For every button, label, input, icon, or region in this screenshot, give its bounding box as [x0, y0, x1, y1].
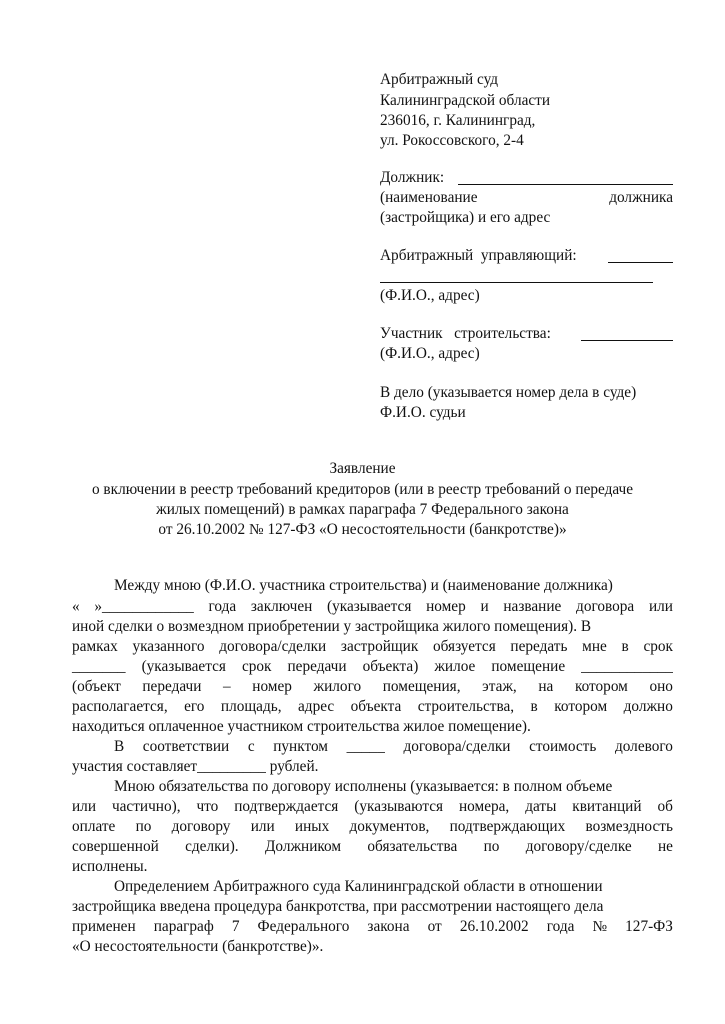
- word: по: [135, 818, 152, 835]
- judge-line: Ф.И.О. судьи: [380, 404, 466, 421]
- paragraph-line: застройщика введена процедура банкротства, при рассмотрении настоящего дела: [72, 898, 604, 915]
- manager-label: Арбитражный управляющий:: [380, 247, 577, 264]
- court-street-line: ул. Рокоссовского, 2-4: [380, 132, 524, 149]
- word: номера,: [458, 798, 510, 815]
- word: передачи: [287, 658, 347, 675]
- word: договора/сделки: [219, 638, 327, 655]
- debtor-note-line2: (застройщика) и его адрес: [380, 209, 551, 226]
- paragraph-line: Определением Арбитражного суда Калининградской области в отношении: [114, 878, 603, 895]
- word: года: [208, 598, 237, 615]
- paragraph-line: [114, 739, 673, 754]
- word: адрес: [298, 698, 335, 715]
- court-name-line: Арбитражный суд: [380, 71, 499, 88]
- word: срок: [241, 658, 272, 675]
- word: обязуется: [432, 638, 496, 655]
- word: котором: [554, 698, 608, 715]
- word: параграф: [153, 918, 214, 935]
- word: должно: [623, 698, 673, 715]
- word: закона: [367, 918, 410, 935]
- word: (указываются: [354, 798, 444, 815]
- word: жилое: [434, 658, 476, 675]
- debtor-note-part: должника: [609, 189, 673, 206]
- word: –: [223, 678, 231, 695]
- word: и: [480, 598, 489, 615]
- paragraph-line: «О несостоятельности (банкротстве)».: [72, 938, 324, 955]
- paragraph-line: Между мною (Ф.И.О. участника строительства) и (наименование должника): [114, 577, 613, 594]
- word: подтверждающих: [449, 818, 566, 835]
- word: номер: [426, 598, 466, 615]
- word: _______: [72, 658, 126, 675]
- word: ____________: [581, 658, 673, 675]
- word: иных: [294, 818, 330, 835]
- court-region-line: Калининградской области: [380, 92, 551, 109]
- word: В: [114, 738, 125, 755]
- word: оно: [649, 678, 673, 695]
- word: объекта: [350, 698, 402, 715]
- word: площадь,: [220, 698, 282, 715]
- word: в: [621, 638, 629, 655]
- word: даты: [525, 798, 557, 815]
- debtor-note-line: [380, 190, 673, 205]
- paragraph-line: находиться оплаченное участником строительства жилое помещение).: [72, 718, 531, 735]
- paragraph-line: Мною обязательства по договору исполнены (указывается: в полном объеме: [114, 778, 613, 795]
- word: _____: [346, 738, 385, 755]
- word: на: [538, 678, 554, 695]
- word: помещения,: [382, 678, 461, 695]
- word: договору/сделке: [525, 838, 632, 855]
- paragraph-line: [72, 919, 673, 934]
- word: по: [483, 838, 500, 855]
- word: рамках: [72, 638, 118, 655]
- word: »____________: [94, 598, 194, 615]
- title-line: жилых помещений) в рамках параграфа 7 Федерального закона: [156, 501, 569, 518]
- debtor-note-part: (наименование: [380, 189, 478, 206]
- paragraph-line: исполнены.: [72, 858, 148, 875]
- paragraph-line: [72, 679, 673, 694]
- paragraph-line: [72, 599, 673, 614]
- word: (указывается: [327, 598, 412, 615]
- word: жилого: [313, 678, 362, 695]
- document-heading: Заявление: [329, 460, 396, 477]
- paragraph-line: [72, 839, 673, 854]
- title-line: от 26.10.2002 № 127-ФЗ «О несостоятельности (банкротстве)»: [158, 521, 567, 538]
- word: возмездность: [585, 818, 673, 835]
- word: №: [592, 918, 608, 935]
- word: объекта): [362, 658, 419, 675]
- paragraph-line: [72, 699, 673, 714]
- word: 7: [231, 918, 240, 935]
- word: сделки).: [185, 838, 239, 855]
- word: года: [546, 918, 575, 935]
- debtor-blank-line: [458, 184, 673, 185]
- word: котором: [574, 678, 628, 695]
- paragraph-line: [72, 819, 673, 834]
- word: частично),: [111, 798, 181, 815]
- paragraph-line: [72, 639, 673, 654]
- word: или: [72, 798, 97, 815]
- word: строительства,: [417, 698, 515, 715]
- word: передать: [510, 638, 568, 655]
- paragraph-line: иной сделки о возмездном приобретении у застройщика жилого помещения). В: [72, 618, 592, 635]
- word: в: [530, 698, 538, 715]
- word: располагается,: [72, 698, 168, 715]
- paragraph-line: участия составляет_________ рублей.: [72, 758, 319, 775]
- word: что: [196, 798, 219, 815]
- word: мне: [582, 638, 607, 655]
- word: застройщик: [340, 638, 419, 655]
- word: квитанций: [572, 798, 642, 815]
- word: срок: [643, 638, 673, 655]
- case-number-line: В дело (указывается номер дела в суде): [380, 384, 637, 401]
- word: обязательства: [367, 838, 458, 855]
- manager-note: (Ф.И.О., адрес): [380, 287, 480, 304]
- word: этаж,: [482, 678, 517, 695]
- word: 26.10.2002: [459, 918, 529, 935]
- word: (указывается: [141, 658, 226, 675]
- court-postal-line: 236016, г. Калининград,: [380, 112, 536, 129]
- word: договора: [576, 598, 635, 615]
- word: указанного: [132, 638, 205, 655]
- participant-blank-line: [581, 340, 673, 341]
- word: пунктом: [273, 738, 328, 755]
- participant-note: (Ф.И.О., адрес): [380, 345, 480, 362]
- word: стоимость: [529, 738, 597, 755]
- word: подтверждается: [234, 798, 339, 815]
- word: «: [72, 598, 80, 615]
- word: Должником: [264, 838, 342, 855]
- word: или: [250, 818, 275, 835]
- participant-label: Участник строительства:: [380, 325, 551, 342]
- paragraph-line: [72, 659, 673, 674]
- title-line: о включении в реестр требований кредиторов (или в реестр требований о передаче: [91, 481, 634, 498]
- word: соответствии: [142, 738, 230, 755]
- word: название: [503, 598, 562, 615]
- paragraph-line: [72, 799, 673, 814]
- manager-blank-line: [608, 262, 673, 263]
- word: совершенной: [72, 838, 159, 855]
- word: от: [427, 918, 442, 935]
- word: об: [657, 798, 673, 815]
- word: договора/сделки: [403, 738, 511, 755]
- word: заключен: [250, 598, 313, 615]
- debtor-label: Должник:: [380, 169, 445, 186]
- word: (объект: [72, 678, 121, 695]
- word: долевого: [614, 738, 673, 755]
- manager-blank-line-2: [380, 282, 653, 283]
- word: передачи: [142, 678, 202, 695]
- word: Федерального: [257, 918, 350, 935]
- word: договору: [171, 818, 231, 835]
- word: помещение: [491, 658, 566, 675]
- word: 127-ФЗ: [625, 918, 673, 935]
- word: с: [247, 738, 255, 755]
- word: его: [184, 698, 205, 715]
- word: или: [648, 598, 673, 615]
- word: номер: [252, 678, 292, 695]
- word: не: [657, 838, 673, 855]
- word: оплате: [72, 818, 116, 835]
- word: применен: [72, 918, 136, 935]
- word: документов,: [349, 818, 430, 835]
